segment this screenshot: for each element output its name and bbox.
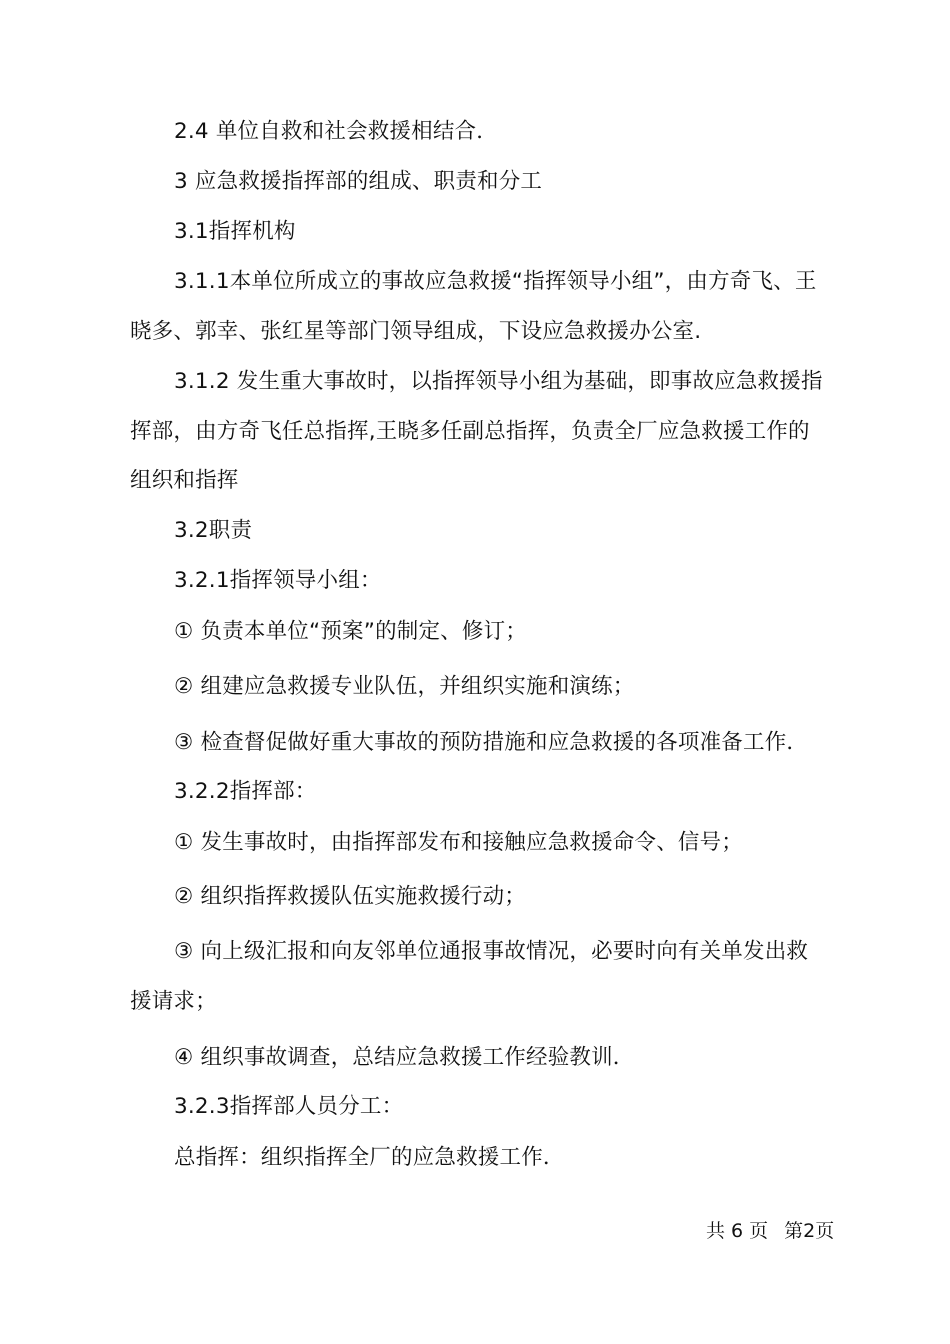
text-line: 总指挥：组织指挥全厂的应急救援工作． (174, 1145, 565, 1170)
text-line: 3.1.1本单位所成立的事故应急救援“指挥领导小组”，由方奇飞、王 (174, 269, 817, 294)
list-item: ② 组织指挥救援队伍实施救援行动； (174, 884, 527, 909)
list-item: ① 发生事故时，由指挥部发布和接触应急救援命令、信号； (174, 830, 744, 855)
list-item: ② 组建应急救援专业队伍，并组织实施和演练； (174, 674, 635, 699)
subsection-heading: 3.1指挥机构 (174, 219, 296, 244)
text-line: 组织和指挥 (130, 468, 239, 493)
text-line: 3.2.2指挥部： (174, 779, 317, 804)
section-heading: 3 应急救援指挥部的组成、职责和分工 (174, 169, 543, 194)
list-item: ③ 向上级汇报和向友邻单位通报事故情况，必要时向有关单发出救 (174, 939, 809, 964)
text-line: 晓多、郭幸、张红星等部门领导组成，下设应急救援办公室. (130, 319, 702, 344)
page-footer (706, 1218, 834, 1244)
text-line: 援请求； (130, 989, 217, 1014)
list-item: ① 负责本单位“预案”的制定、修订； (174, 619, 527, 644)
list-item: ③ 检查督促做好重大事故的预防措施和应急救援的各项准备工作． (174, 730, 809, 755)
subsection-heading: 3.2职责 (174, 518, 253, 543)
list-item: ④ 组织事故调查，总结应急救援工作经验教训． (174, 1045, 635, 1070)
text-line: 3.2.3指挥部人员分工： (174, 1094, 404, 1119)
text-line: 3.2.1指挥领导小组： (174, 568, 382, 593)
text-line: 2.4 单位自救和社会救援相结合． (174, 119, 498, 144)
text-line: 3.1.2 发生重大事故时，以指挥领导小组为基础，即事故应急救援指 (174, 369, 823, 394)
page-number: 第2页 (784, 1220, 835, 1242)
text-line: 挥部，由方奇飞任总指挥,王晓多任副总指挥，负责全厂应急救援工作的 (130, 419, 810, 444)
page-total: 共 6 页 (706, 1220, 769, 1242)
